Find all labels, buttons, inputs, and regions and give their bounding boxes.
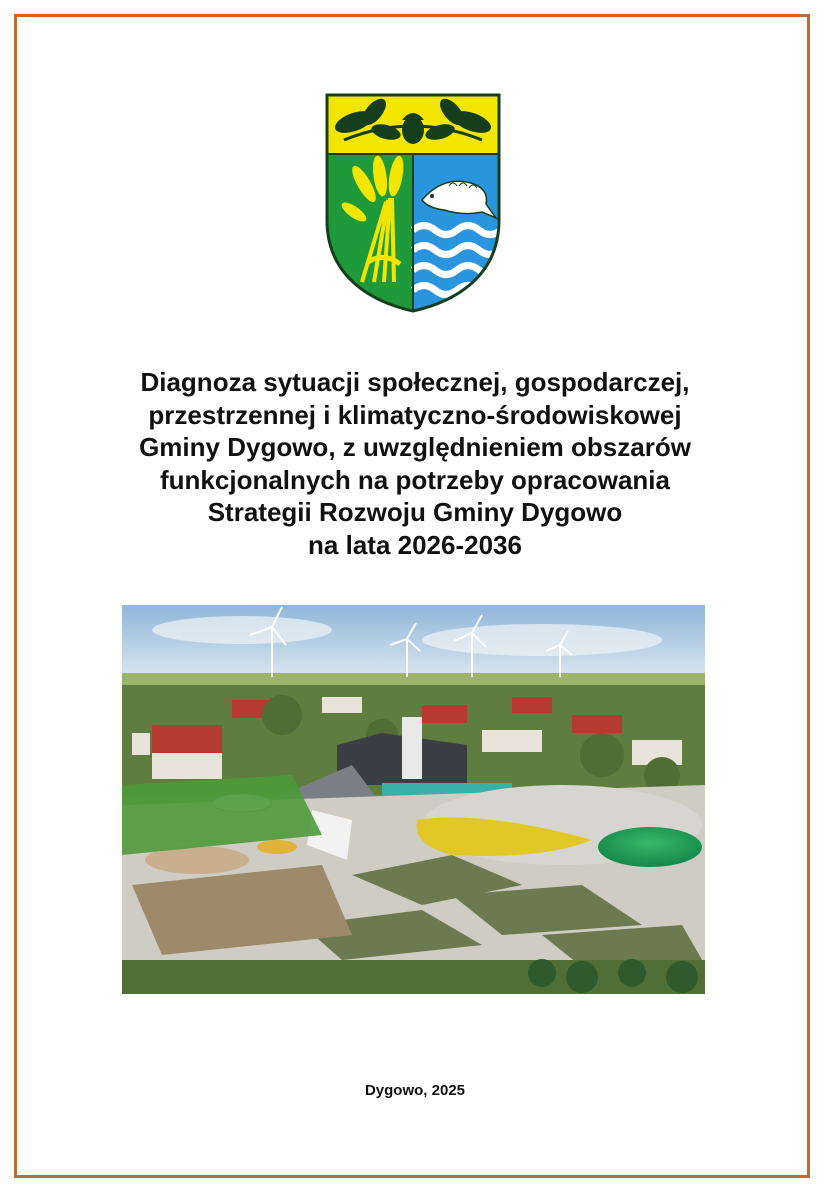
title-line: przestrzennej i klimatyczno-środowiskowej — [148, 399, 682, 430]
title-line: na lata 2026-2036 — [308, 529, 522, 560]
coat-of-arms — [324, 92, 502, 314]
title-line: Gminy Dygowo, z uwzględnieniem obszarów — [139, 432, 691, 462]
place-date: Dygowo, 2025 — [364, 1082, 466, 1099]
title-line: Strategii Rozwoju Gminy Dygowo — [207, 497, 623, 527]
aerial-park-photo — [122, 605, 705, 994]
document-title — [60, 366, 770, 561]
title-line: funkcjonalnych na potrzeby opracowania — [160, 464, 670, 495]
title-line: Diagnoza sytuacji społecznej, gospodarczej, — [140, 367, 690, 397]
